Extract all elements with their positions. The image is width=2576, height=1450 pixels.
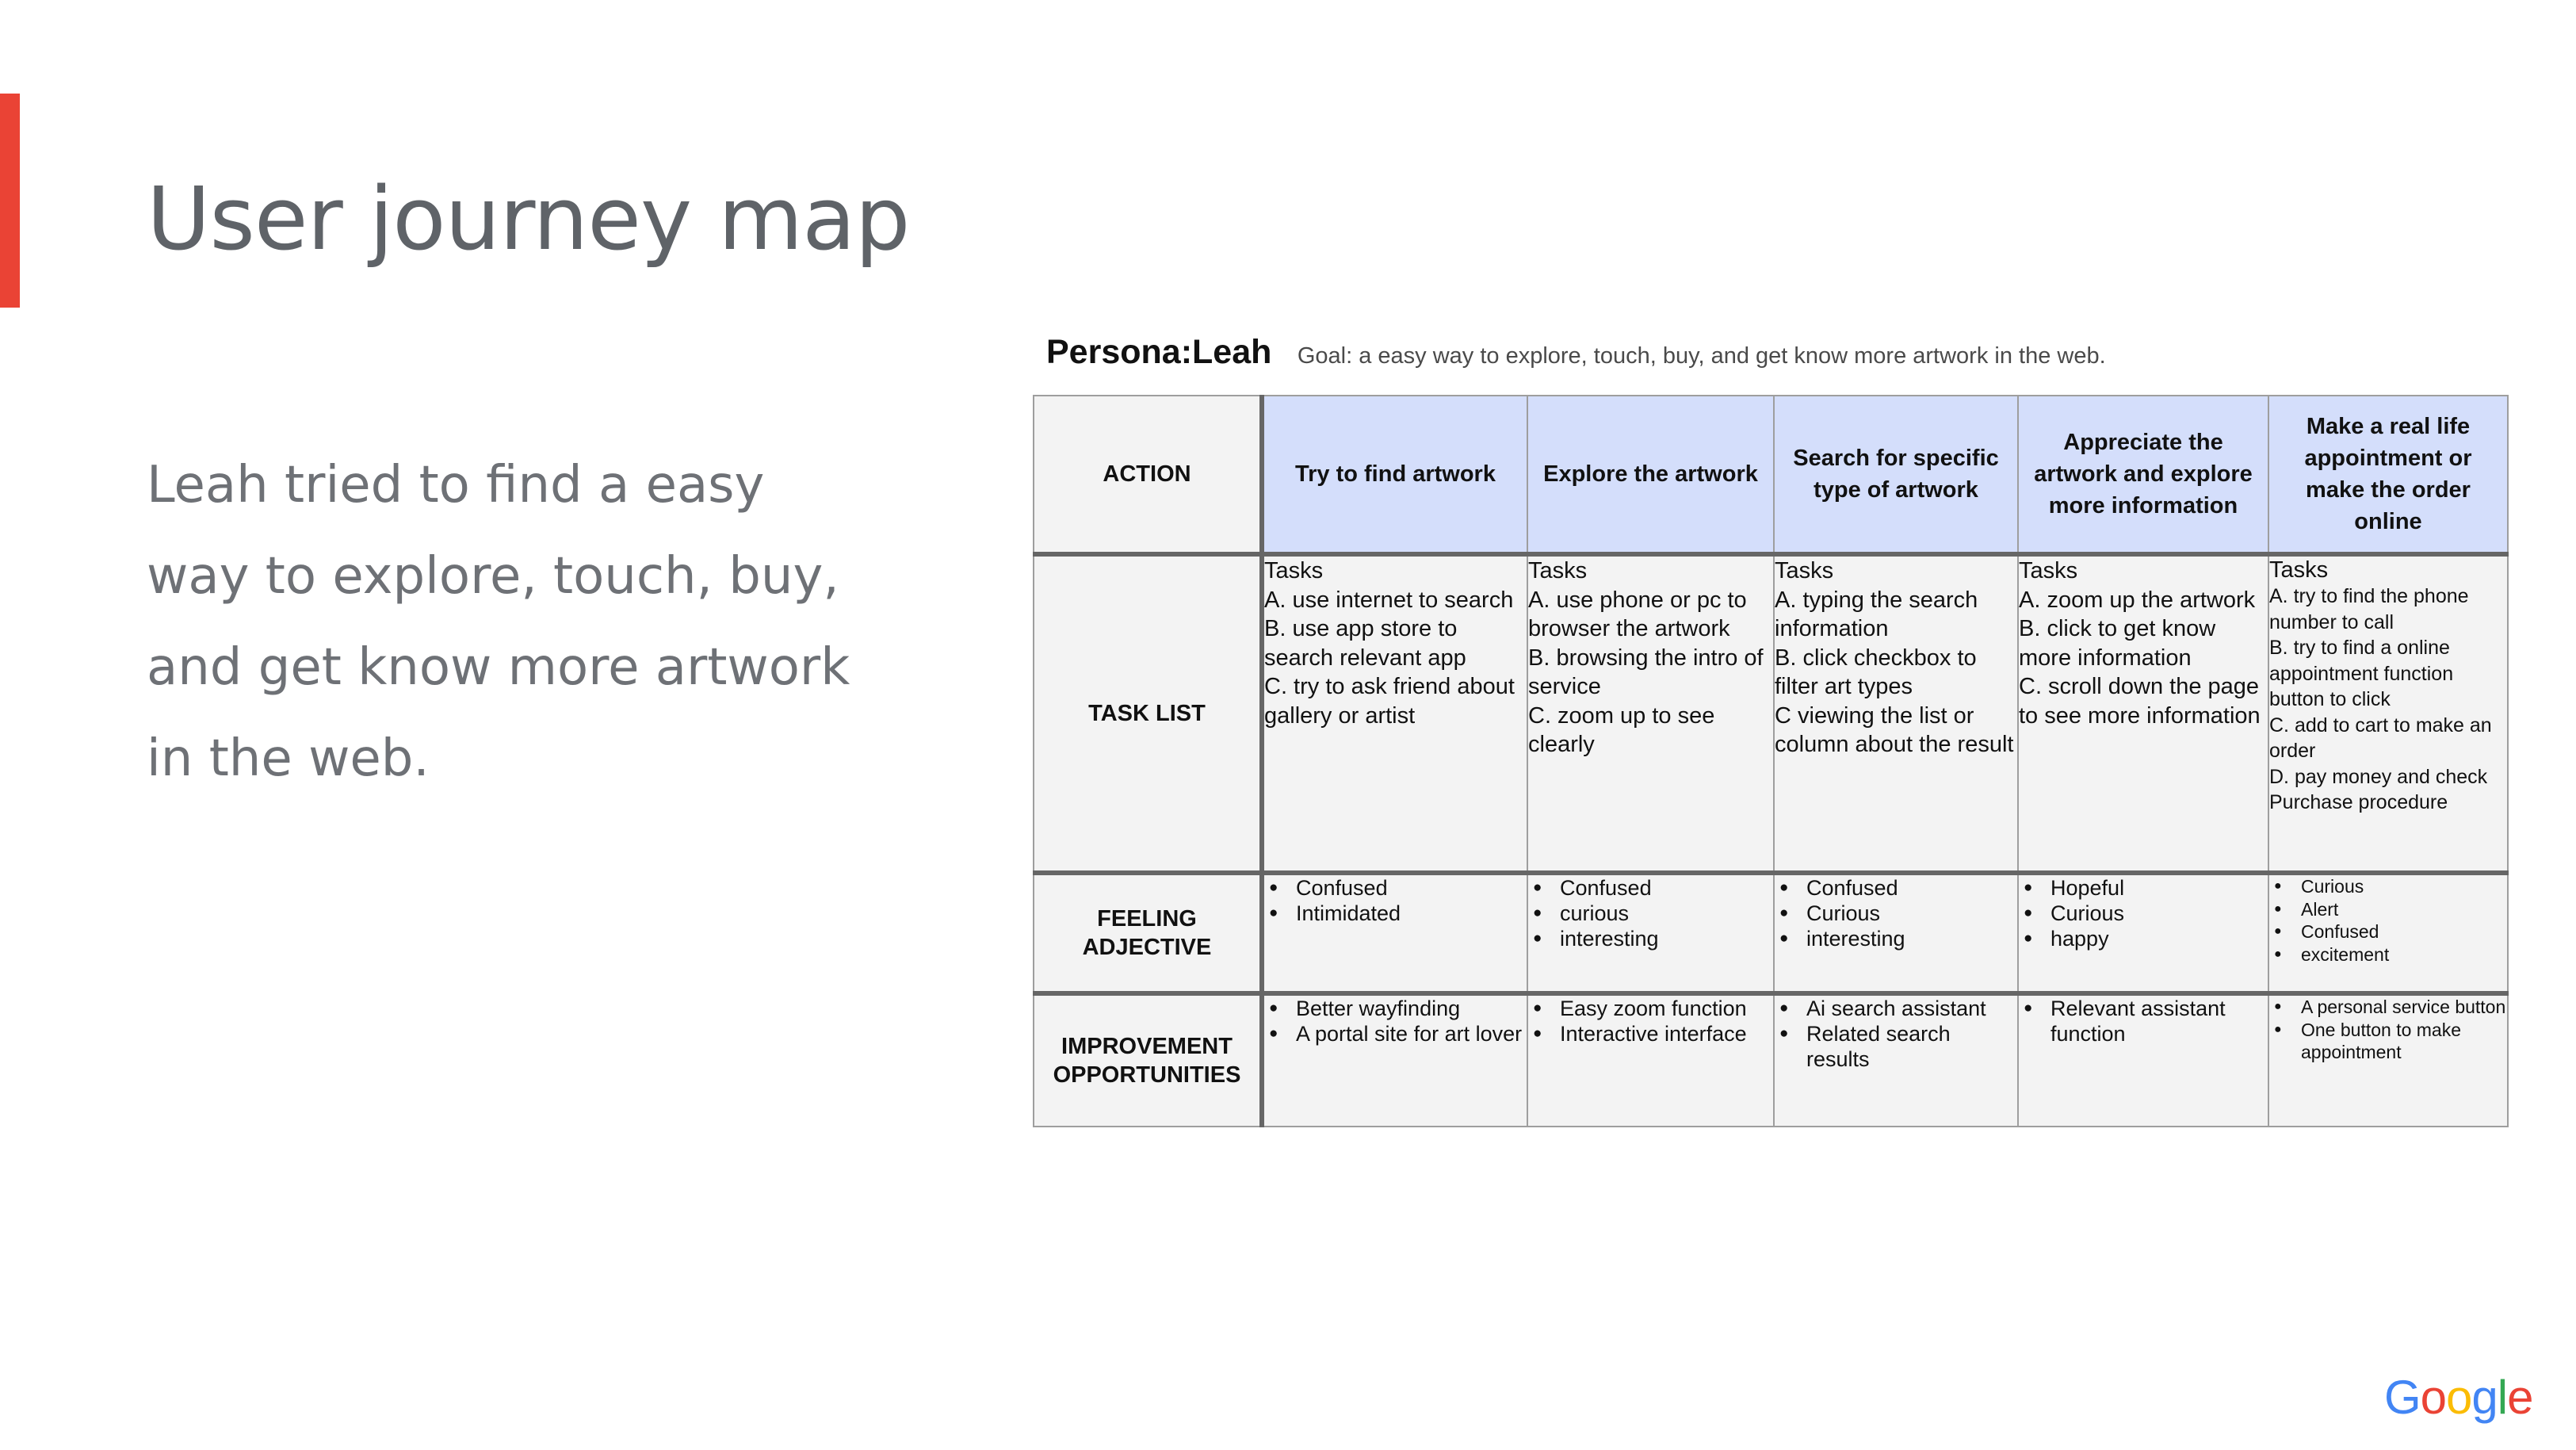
task-line: A. zoom up the artwork — [2019, 587, 2256, 613]
improvement-list — [2269, 996, 2507, 1064]
improvement-list — [1264, 996, 1527, 1046]
google-logo-letter: g — [2471, 1371, 2498, 1424]
feeling-item: ● excitement — [2269, 943, 2507, 966]
improvement-list — [1528, 996, 1773, 1046]
task-line: B. click checkbox to filter art types — [1775, 645, 1977, 699]
slide-title: User journey map — [147, 168, 910, 270]
action-stage-1: Try to find artwork — [1262, 396, 1527, 554]
feeling-list — [1264, 875, 1527, 926]
task-line: A. use phone or pc to browser the artwork — [1528, 587, 1747, 641]
improvement-cell-stage-5 — [2268, 993, 2508, 1127]
feeling-row — [1034, 873, 2508, 993]
task-line: C. zoom up to see clearly — [1528, 702, 1715, 757]
feeling-item: ● Curious — [2269, 875, 2507, 898]
improvement-item: ● A personal service button — [2269, 996, 2507, 1019]
task-line: A. use internet to search — [1264, 587, 1514, 613]
improvement-cell-stage-3 — [1774, 993, 2018, 1127]
feeling-item: ● Curious — [1775, 901, 2017, 926]
feeling-item: ● Curious — [2019, 901, 2268, 926]
task-line: C. add to cart to make an order — [2269, 714, 2492, 762]
feeling-cell-stage-2 — [1527, 873, 1774, 993]
feeling-item: ● Confused — [2269, 920, 2507, 943]
row-header-action: ACTION — [1034, 396, 1262, 554]
task-line: C. try to ask friend about gallery or artist — [1264, 674, 1515, 729]
feeling-item: ● Intimidated — [1264, 901, 1527, 926]
feeling-item: ● Alert — [2269, 898, 2507, 921]
feeling-cell-stage-1 — [1262, 873, 1527, 993]
task-cell-stage-4 — [2018, 554, 2268, 873]
feeling-list — [2269, 875, 2507, 966]
journey-map-table — [1033, 395, 2509, 1127]
improvement-list — [2019, 996, 2268, 1046]
row-header-task-list: TASK LIST — [1034, 554, 1262, 873]
action-row — [1034, 396, 2508, 554]
task-line: A. typing the search information — [1775, 587, 1978, 641]
feeling-item: ● Confused — [1775, 875, 2017, 901]
action-stage-2: Explore the artwork — [1527, 396, 1774, 554]
task-line: B. use app store to search relevant app — [1264, 616, 1466, 671]
improvement-item: ● Related search results — [1775, 1021, 2017, 1072]
accent-bar — [0, 94, 20, 308]
task-line: Tasks — [2019, 558, 2078, 583]
feeling-item: ● interesting — [1775, 926, 2017, 951]
google-logo-letter: l — [2497, 1371, 2508, 1424]
improvement-cell-stage-1 — [1262, 993, 1527, 1127]
task-cell-stage-3 — [1774, 554, 2018, 873]
action-stage-5: Make a real life appointment or make the order online — [2268, 396, 2508, 554]
task-cell-stage-5 — [2268, 554, 2508, 873]
google-logo-letter: e — [2507, 1371, 2533, 1424]
task-line: A. try to find the phone number to call — [2269, 585, 2469, 633]
task-line: Tasks — [2269, 557, 2329, 583]
row-header-feeling: FEELING ADJECTIVE — [1034, 873, 1262, 993]
persona-header — [1046, 333, 2513, 381]
feeling-item: ● happy — [2019, 926, 2268, 951]
feeling-item: ● Confused — [1264, 875, 1527, 901]
feeling-item: ● curious — [1528, 901, 1773, 926]
improvement-row — [1034, 993, 2508, 1127]
improvement-item: ● Better wayfinding — [1264, 996, 1527, 1021]
improvement-list — [1775, 996, 2017, 1072]
action-stage-3: Search for specific type of artwork — [1774, 396, 2018, 554]
feeling-list — [2019, 875, 2268, 951]
task-line: C viewing the list or column about the result — [1775, 702, 2014, 757]
feeling-item: ● Confused — [1528, 875, 1773, 901]
improvement-item: ● A portal site for art lover — [1264, 1021, 1527, 1046]
task-line: D. pay money and check Purchase procedure — [2269, 765, 2488, 813]
improvement-item: ● Relevant assistant function — [2019, 996, 2268, 1046]
journey-summary: Leah tried to find a easy way to explore, touch, buy, and get know more artwork in the web. — [147, 456, 850, 788]
action-stage-4: Appreciate the artwork and explore more information — [2018, 396, 2268, 554]
improvement-item: ● Ai search assistant — [1775, 996, 2017, 1021]
task-line: Tasks — [1775, 558, 1834, 583]
task-line: C. scroll down the page to see more information — [2019, 674, 2261, 729]
feeling-list — [1775, 875, 2017, 951]
feeling-cell-stage-5 — [2268, 873, 2508, 993]
google-logo-letter: G — [2384, 1371, 2421, 1424]
feeling-cell-stage-3 — [1774, 873, 2018, 993]
improvement-cell-stage-2 — [1527, 993, 1774, 1127]
task-line: B. try to find a online appointment function button to click — [2269, 637, 2454, 710]
task-list-row — [1034, 554, 2508, 873]
task-line: Tasks — [1264, 558, 1324, 583]
task-line: B. browsing the intro of service — [1528, 645, 1764, 699]
improvement-item: ● Interactive interface — [1528, 1021, 1773, 1046]
persona-label: Persona:Leah — [1046, 333, 1272, 371]
feeling-item: ● Hopeful — [2019, 875, 2268, 901]
persona-goal: Goal: a easy way to explore, touch, buy, and get know more artwork in the web. — [1297, 343, 2106, 369]
task-line: B. click to get know more information — [2019, 616, 2216, 671]
improvement-item: ● Easy zoom function — [1528, 996, 1773, 1021]
improvement-item: ● One button to make appointment — [2269, 1019, 2507, 1064]
google-logo — [2384, 1370, 2533, 1425]
task-line: Tasks — [1528, 558, 1588, 583]
improvement-cell-stage-4 — [2018, 993, 2268, 1127]
task-cell-stage-2 — [1527, 554, 1774, 873]
feeling-item: ● interesting — [1528, 926, 1773, 951]
google-logo-letter: o — [2446, 1371, 2472, 1424]
feeling-cell-stage-4 — [2018, 873, 2268, 993]
feeling-list — [1528, 875, 1773, 951]
google-logo-letter: o — [2420, 1371, 2447, 1424]
task-cell-stage-1 — [1262, 554, 1527, 873]
row-header-improvement: IMPROVEMENT OPPORTUNITIES — [1034, 993, 1262, 1127]
